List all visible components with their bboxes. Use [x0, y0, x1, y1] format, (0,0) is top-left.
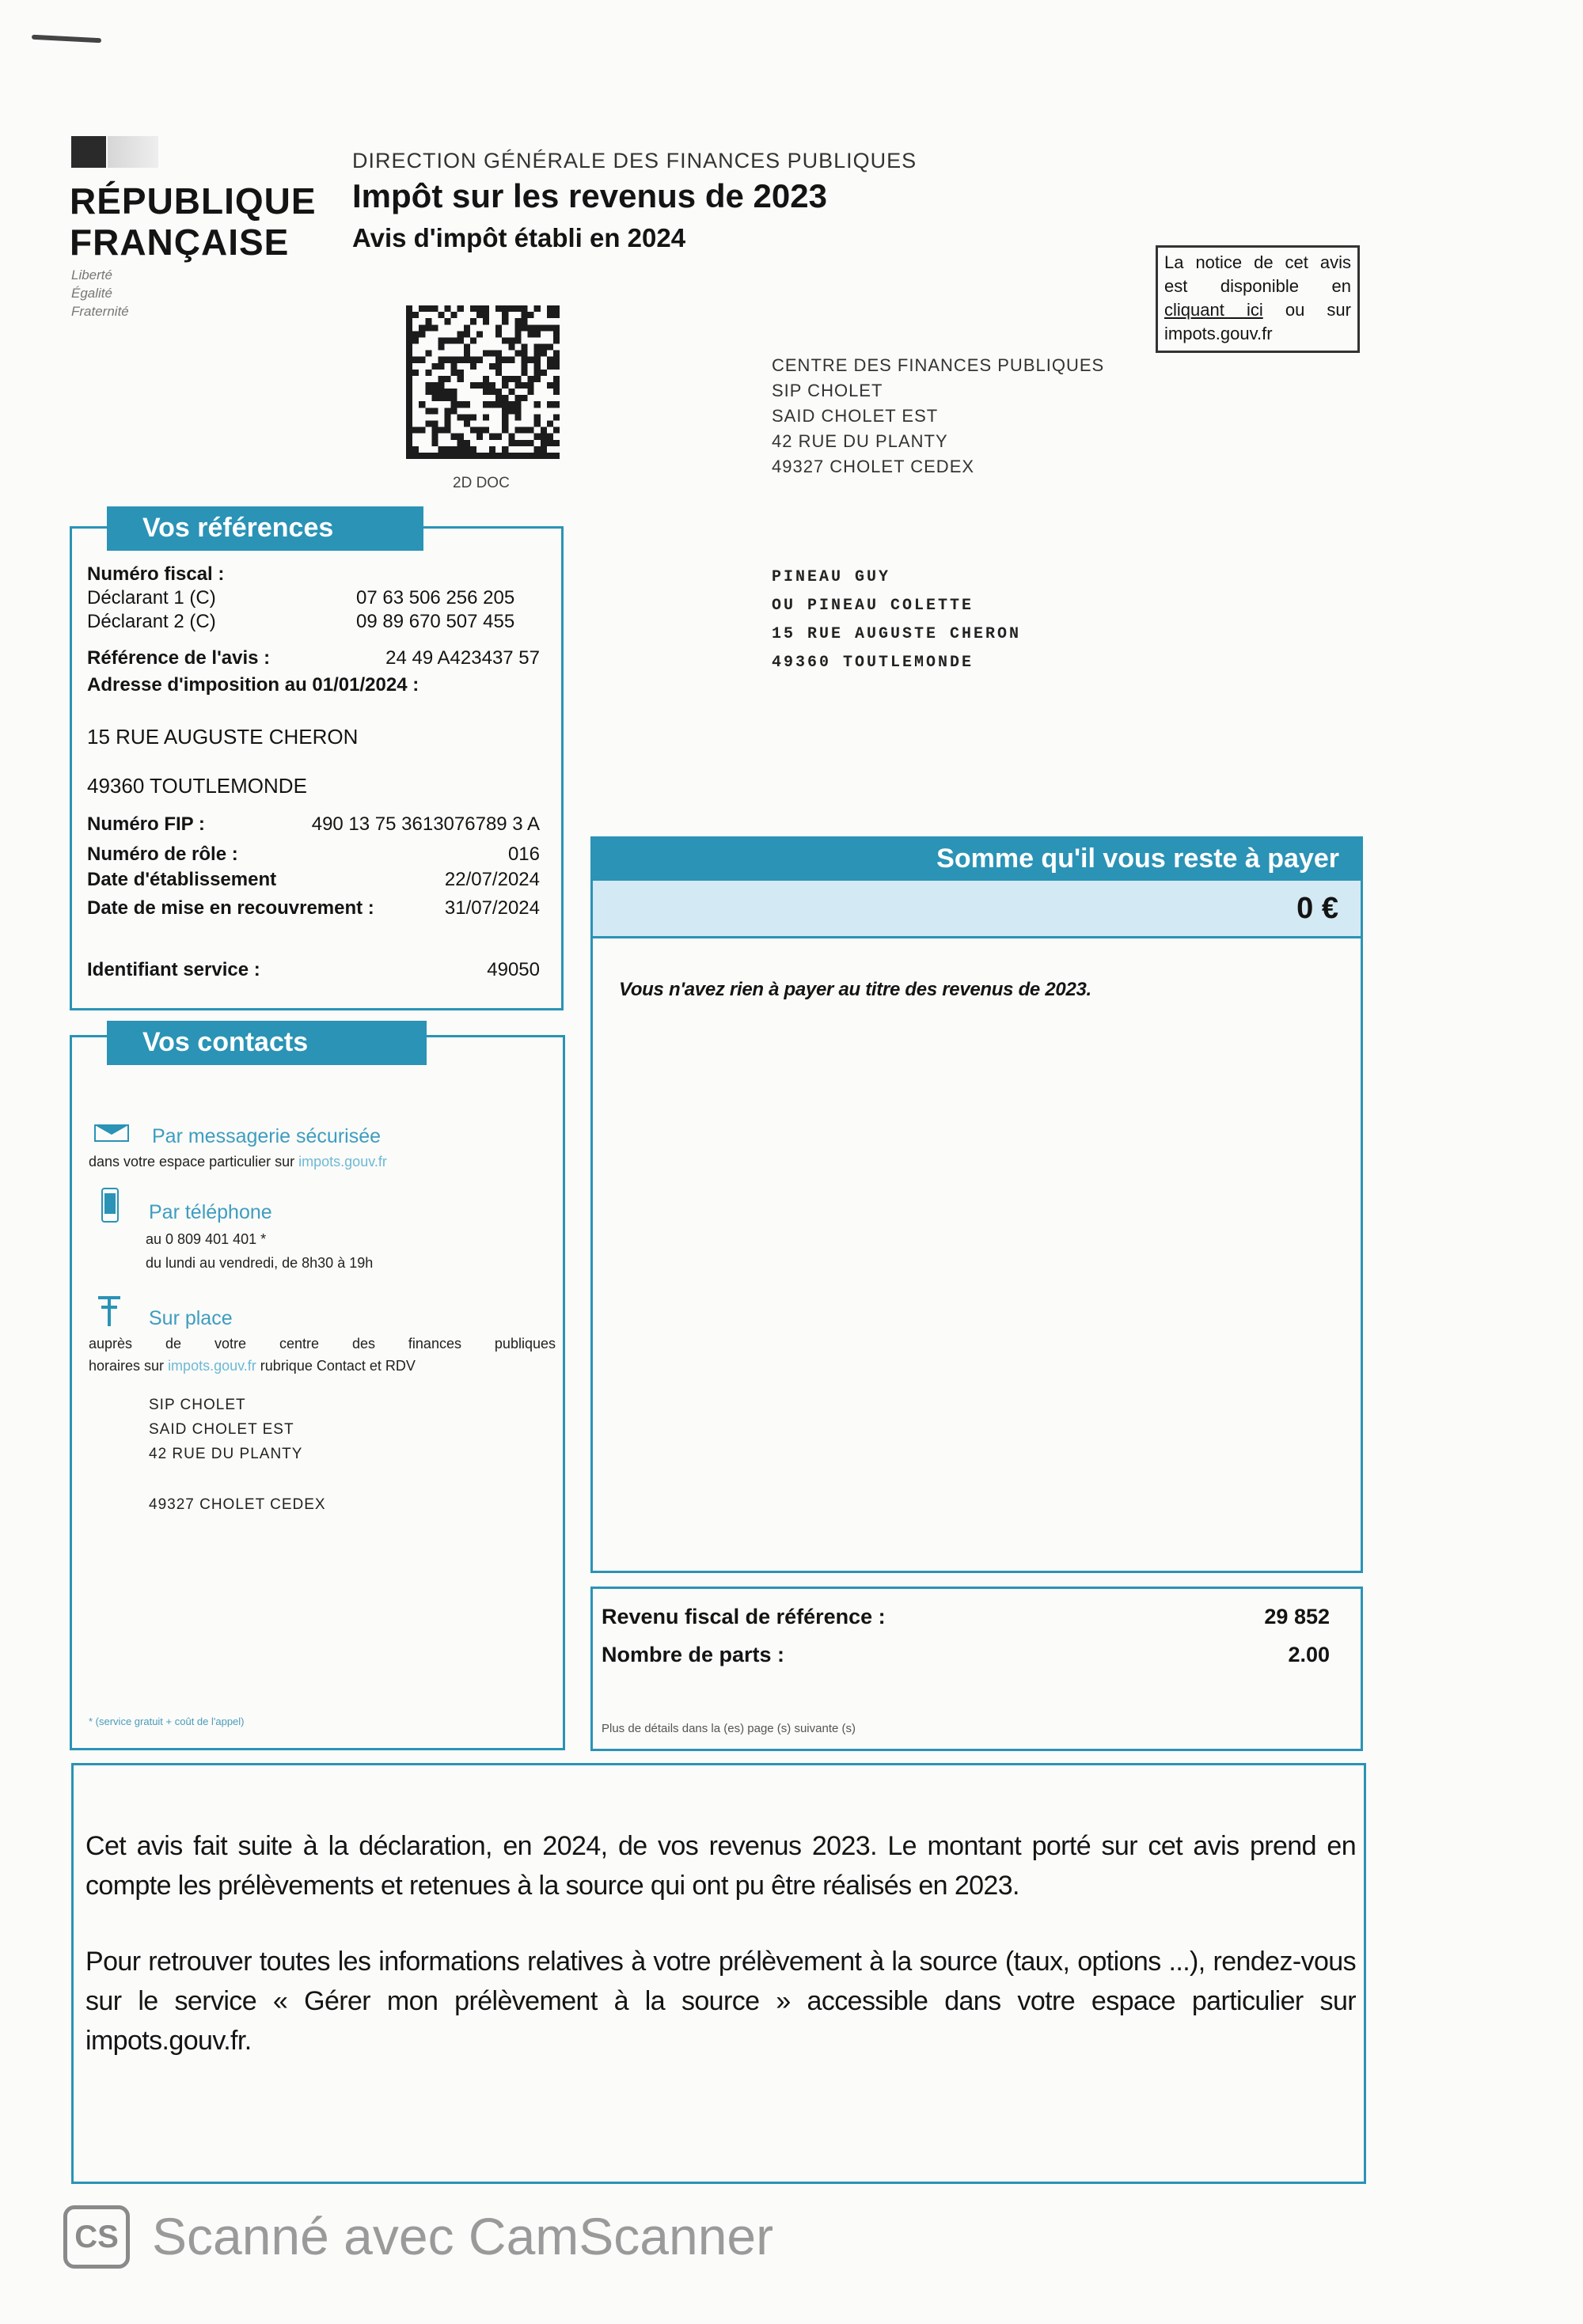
declarant2-value: 09 89 670 507 455 [356, 611, 515, 632]
recipient-line: OU PINEAU COLETTE [772, 597, 974, 615]
recipient-line: 49360 TOUTLEMONDE [772, 654, 974, 672]
contact-address-line: 42 RUE DU PLANTY [149, 1446, 303, 1462]
amount-due-panel [590, 936, 1363, 1573]
motto-egalite: Égalité [71, 286, 112, 301]
document-subtitle: Avis d'impôt établi en 2024 [352, 223, 686, 252]
parts-row [602, 1643, 1330, 1667]
references-tab: Vos références [107, 506, 423, 551]
surplace-rubrique: rubrique Contact et RDV [260, 1358, 416, 1374]
amount-due-header: Somme qu'il vous reste à payer [590, 836, 1363, 881]
notice-text-2: ou sur impots.gouv.fr [1164, 300, 1351, 343]
messagerie-link[interactable]: impots.gouv.fr [298, 1154, 387, 1170]
notice-link[interactable]: cliquant ici [1164, 300, 1263, 320]
republique-francaise-title [70, 180, 317, 263]
rfr-row [602, 1605, 1330, 1629]
centre-line: SAID CHOLET EST [772, 406, 939, 426]
contact-address-line: SAID CHOLET EST [149, 1421, 294, 1438]
scan-artifact [32, 35, 101, 44]
fip-value: 490 13 75 3613076789 3 A [311, 813, 540, 835]
adresse-city: 49360 TOUTLEMONDE [87, 774, 307, 798]
recipient-line: 15 RUE AUGUSTE CHERON [772, 625, 1022, 643]
centre-line: SIP CHOLET [772, 381, 883, 400]
camscanner-logo: CS [63, 2205, 130, 2269]
declarant1-value: 07 63 506 256 205 [356, 587, 515, 608]
marianne-logo-shadow [108, 136, 158, 168]
info-paragraph-2: Pour retrouver toutes les informations relatives à votre prélèvement à la source (taux, options ...), rendez-vous sur le service « Gérer mon prélèvement à la source » accessible dans votre espace particulier sur impots.gouv.fr. [85, 1947, 1356, 2056]
recipient-address [772, 563, 1021, 677]
motto-liberte: Liberté [71, 267, 112, 282]
numero-fiscal-label: Numéro fiscal : [87, 563, 225, 585]
notice-text-1: La notice de cet avis est disponible en [1164, 252, 1351, 296]
amount-due-message: Vous n'avez rien à payer au titre des revenus de 2023. [619, 979, 1091, 1000]
telephone-title: Par téléphone [149, 1201, 272, 1223]
centre-line: CENTRE DES FINANCES PUBLIQUES [772, 355, 1105, 375]
document-title: Impôt sur les revenus de 2023 [352, 177, 827, 214]
adresse-street: 15 RUE AUGUSTE CHERON [87, 725, 359, 749]
surplace-link[interactable]: impots.gouv.fr [168, 1358, 256, 1374]
republic-motto [71, 266, 129, 320]
declarant1-label: Déclarant 1 (C) [87, 587, 216, 608]
centre-line: 49327 CHOLET CEDEX [772, 457, 975, 476]
rf-line-2: FRANÇAISE [70, 222, 290, 263]
parts-value: 2.00 [1288, 1643, 1330, 1666]
contacts-tab: Vos contacts [107, 1021, 427, 1065]
envelope-icon [93, 1122, 130, 1143]
recipient-line: PINEAU GUY [772, 568, 891, 586]
surplace-text: auprès de votre centre des finances publiques [89, 1336, 556, 1352]
messagerie-text [89, 1154, 387, 1170]
parts-label: Nombre de parts : [602, 1643, 785, 1666]
service-value: 49050 [487, 959, 540, 980]
surplace-hours [89, 1358, 416, 1374]
contact-address [149, 1393, 302, 1466]
telephone-number: au 0 809 401 401 * [146, 1231, 267, 1247]
info-paragraph-1: Cet avis fait suite à la déclaration, en 2024, de vos revenus 2023. Le montant porté sur cet avis prend en compte les prélèvements et retenues à la source qui ont pu être réalisés en 2023. [85, 1831, 1356, 1901]
role-label: Numéro de rôle : [87, 844, 238, 865]
marianne-logo [71, 136, 106, 168]
datamatrix-barcode [406, 305, 560, 460]
contact-address-line: SIP CHOLET [149, 1397, 246, 1413]
surplace-hours-label: horaires sur [89, 1358, 165, 1374]
ref-avis-value: 24 49 A423437 57 [385, 647, 540, 669]
declarant2-label: Déclarant 2 (C) [87, 611, 216, 632]
datamatrix-caption: 2D DOC [453, 475, 510, 491]
camscanner-watermark: Scanné avec CamScanner [152, 2207, 774, 2265]
etablissement-value: 22/07/2024 [444, 869, 540, 890]
motto-fraternite: Fraternité [71, 304, 129, 319]
tax-centre-address [772, 353, 1104, 480]
telephone-hours: du lundi au vendredi, de 8h30 à 19h [146, 1255, 374, 1271]
recouvrement-value: 31/07/2024 [444, 897, 540, 919]
rfr-label: Revenu fiscal de référence : [602, 1605, 886, 1628]
adresse-label: Adresse d'imposition au 01/01/2024 : [87, 674, 419, 696]
phone-icon [100, 1187, 120, 1223]
revenu-note: Plus de détails dans la (es) page (s) suivante (s) [602, 1722, 856, 1735]
recouvrement-label: Date de mise en recouvrement : [87, 897, 374, 919]
fip-label: Numéro FIP : [87, 813, 205, 835]
centre-line: 42 RUE DU PLANTY [772, 431, 948, 451]
notice-box [1156, 245, 1360, 353]
amount-due-value: 0 € [590, 881, 1363, 936]
rfr-value: 29 852 [1264, 1605, 1330, 1628]
role-value: 016 [507, 844, 540, 865]
ref-avis-label: Référence de l'avis : [87, 647, 271, 669]
rf-line-1: RÉPUBLIQUE [70, 180, 317, 222]
messagerie-title: Par messagerie sécurisée [152, 1125, 382, 1147]
contact-address-city: 49327 CHOLET CEDEX [149, 1496, 326, 1513]
etablissement-label: Date d'établissement [87, 869, 277, 890]
contacts-footnote: * (service gratuit + coût de l'appel) [89, 1716, 245, 1727]
surplace-title: Sur place [149, 1307, 233, 1329]
messagerie-text-label: dans votre espace particulier sur [89, 1154, 295, 1170]
direction-label: DIRECTION GÉNÉRALE DES FINANCES PUBLIQUES [352, 149, 917, 172]
service-label: Identifiant service : [87, 959, 260, 980]
building-icon [95, 1296, 123, 1328]
